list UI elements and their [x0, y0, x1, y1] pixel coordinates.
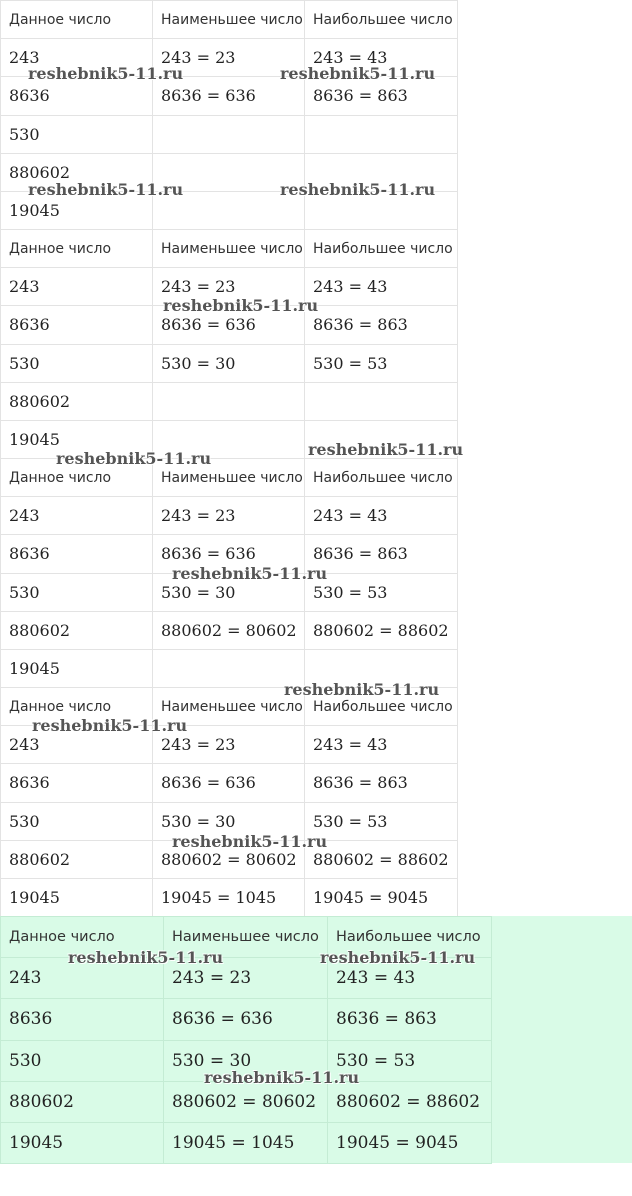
header-largest-number: Наибольшее число: [305, 230, 458, 268]
given-number-cell: 880602: [1, 611, 153, 649]
highlighted-answer-block: [0, 916, 632, 1163]
smallest-number-cell: 8636 = 636: [153, 77, 305, 115]
watermark: reshebnik5-11.ru: [204, 1068, 360, 1087]
given-number-cell: 8636: [1, 999, 164, 1040]
table-row: [1, 382, 458, 420]
largest-number-cell: 8636 = 863: [305, 306, 458, 344]
answer-table-3: [0, 458, 458, 688]
watermark: reshebnik5-11.ru: [280, 180, 436, 199]
given-number-cell: 880602: [1, 1081, 164, 1122]
watermark: reshebnik5-11.ru: [172, 564, 328, 583]
table-row: [1, 497, 458, 535]
table-row: [1, 420, 458, 458]
largest-number-cell: [305, 115, 458, 153]
largest-number-cell: 530 = 53: [305, 344, 458, 382]
header-given-number: Данное число: [1, 1, 153, 39]
watermark: reshebnik5-11.ru: [280, 64, 436, 83]
largest-number-cell: [305, 420, 458, 458]
watermark: reshebnik5-11.ru: [163, 296, 319, 315]
given-number-cell: 19045: [1, 420, 153, 458]
watermark: reshebnik5-11.ru: [284, 680, 440, 699]
table-row: [1, 344, 458, 382]
header-smallest-number: Наименьшее число: [153, 459, 305, 497]
largest-number-cell: 530 = 53: [328, 1040, 492, 1081]
largest-number-cell: 19045 = 9045: [305, 878, 458, 916]
header-smallest-number: Наименьшее число: [153, 230, 305, 268]
given-number-cell: 19045: [1, 191, 153, 229]
table-row: [1, 1081, 492, 1122]
smallest-number-cell: 8636 = 636: [153, 306, 305, 344]
smallest-number-cell: 530 = 30: [153, 344, 305, 382]
smallest-number-cell: [153, 649, 305, 687]
largest-number-cell: [305, 382, 458, 420]
table-row: [1, 840, 458, 878]
answer-table-5: [0, 916, 492, 1164]
smallest-number-cell: 8636 = 636: [153, 535, 305, 573]
header-largest-number: Наибольшее число: [328, 917, 492, 958]
watermark: reshebnik5-11.ru: [32, 716, 188, 735]
watermark: reshebnik5-11.ru: [320, 948, 476, 967]
header-given-number: Данное число: [1, 688, 153, 726]
largest-number-cell: 243 = 43: [328, 958, 492, 999]
header-given-number: Данное число: [1, 917, 164, 958]
given-number-cell: 243: [1, 268, 153, 306]
given-number-cell: 19045: [1, 1122, 164, 1163]
header-largest-number: Наибольшее число: [305, 688, 458, 726]
smallest-number-cell: 530 = 30: [164, 1040, 328, 1081]
smallest-number-cell: 19045 = 1045: [153, 878, 305, 916]
largest-number-cell: 19045 = 9045: [328, 1122, 492, 1163]
given-number-cell: 8636: [1, 764, 153, 802]
smallest-number-cell: [153, 115, 305, 153]
largest-number-cell: 880602 = 88602: [305, 611, 458, 649]
smallest-number-cell: [153, 153, 305, 191]
largest-number-cell: 8636 = 863: [328, 999, 492, 1040]
largest-number-cell: 880602 = 88602: [328, 1081, 492, 1122]
largest-number-cell: [305, 191, 458, 229]
header-largest-number: Наибольшее число: [305, 459, 458, 497]
answer-table-1: [0, 0, 458, 230]
given-number-cell: 530: [1, 802, 153, 840]
watermark: reshebnik5-11.ru: [172, 832, 328, 851]
table-row: [1, 153, 458, 191]
largest-number-cell: [305, 649, 458, 687]
table-row: [1, 573, 458, 611]
smallest-number-cell: 243 = 23: [153, 497, 305, 535]
largest-number-cell: 243 = 43: [305, 39, 458, 77]
table-header-row: [1, 230, 458, 268]
table-header-row: [1, 459, 458, 497]
given-number-cell: 243: [1, 39, 153, 77]
header-given-number: Данное число: [1, 230, 153, 268]
header-largest-number: Наибольшее число: [305, 1, 458, 39]
table-row: [1, 1040, 492, 1081]
table-header-row: [1, 917, 492, 958]
largest-number-cell: 8636 = 863: [305, 764, 458, 802]
largest-number-cell: 243 = 43: [305, 268, 458, 306]
given-number-cell: 880602: [1, 382, 153, 420]
given-number-cell: 880602: [1, 840, 153, 878]
table-row: [1, 878, 458, 916]
table-row: [1, 1122, 492, 1163]
table-row: [1, 726, 458, 764]
table-row: [1, 999, 492, 1040]
header-smallest-number: Наименьшее число: [164, 917, 328, 958]
given-number-cell: 530: [1, 1040, 164, 1081]
smallest-number-cell: 530 = 30: [153, 573, 305, 611]
table-row: [1, 611, 458, 649]
smallest-number-cell: 8636 = 636: [153, 764, 305, 802]
table-row: [1, 306, 458, 344]
table-row: [1, 764, 458, 802]
given-number-cell: 19045: [1, 878, 153, 916]
given-number-cell: 530: [1, 115, 153, 153]
table-row: [1, 958, 492, 999]
smallest-number-cell: [153, 420, 305, 458]
answer-table-4: [0, 687, 458, 917]
given-number-cell: 243: [1, 958, 164, 999]
table-row: [1, 535, 458, 573]
watermark: reshebnik5-11.ru: [28, 180, 184, 199]
table-row: [1, 268, 458, 306]
header-given-number: Данное число: [1, 459, 153, 497]
largest-number-cell: 530 = 53: [305, 573, 458, 611]
table-row: [1, 39, 458, 77]
smallest-number-cell: 243 = 23: [153, 726, 305, 764]
watermark: reshebnik5-11.ru: [28, 64, 184, 83]
given-number-cell: 243: [1, 726, 153, 764]
table-header-row: [1, 1, 458, 39]
header-smallest-number: Наименьшее число: [153, 1, 305, 39]
answer-table-2: [0, 229, 458, 459]
smallest-number-cell: 243 = 23: [153, 39, 305, 77]
table-header-row: [1, 688, 458, 726]
given-number-cell: 530: [1, 573, 153, 611]
largest-number-cell: 530 = 53: [305, 802, 458, 840]
table-row: [1, 802, 458, 840]
smallest-number-cell: 880602 = 80602: [153, 840, 305, 878]
watermark: reshebnik5-11.ru: [68, 948, 224, 967]
given-number-cell: 19045: [1, 649, 153, 687]
header-smallest-number: Наименьшее число: [153, 688, 305, 726]
given-number-cell: 880602: [1, 153, 153, 191]
watermark: reshebnik5-11.ru: [308, 440, 464, 459]
smallest-number-cell: 880602 = 80602: [153, 611, 305, 649]
table-row: [1, 115, 458, 153]
largest-number-cell: [305, 153, 458, 191]
watermark: reshebnik5-11.ru: [56, 449, 212, 468]
smallest-number-cell: 530 = 30: [153, 802, 305, 840]
smallest-number-cell: 243 = 23: [153, 268, 305, 306]
table-row: [1, 191, 458, 229]
largest-number-cell: 243 = 43: [305, 726, 458, 764]
smallest-number-cell: [153, 382, 305, 420]
given-number-cell: 8636: [1, 306, 153, 344]
smallest-number-cell: 19045 = 1045: [164, 1122, 328, 1163]
largest-number-cell: 880602 = 88602: [305, 840, 458, 878]
given-number-cell: 8636: [1, 77, 153, 115]
smallest-number-cell: 8636 = 636: [164, 999, 328, 1040]
smallest-number-cell: [153, 191, 305, 229]
smallest-number-cell: 243 = 23: [164, 958, 328, 999]
given-number-cell: 243: [1, 497, 153, 535]
largest-number-cell: 8636 = 863: [305, 77, 458, 115]
given-number-cell: 8636: [1, 535, 153, 573]
smallest-number-cell: 880602 = 80602: [164, 1081, 328, 1122]
largest-number-cell: 8636 = 863: [305, 535, 458, 573]
given-number-cell: 530: [1, 344, 153, 382]
largest-number-cell: 243 = 43: [305, 497, 458, 535]
table-row: [1, 77, 458, 115]
table-row: [1, 649, 458, 687]
